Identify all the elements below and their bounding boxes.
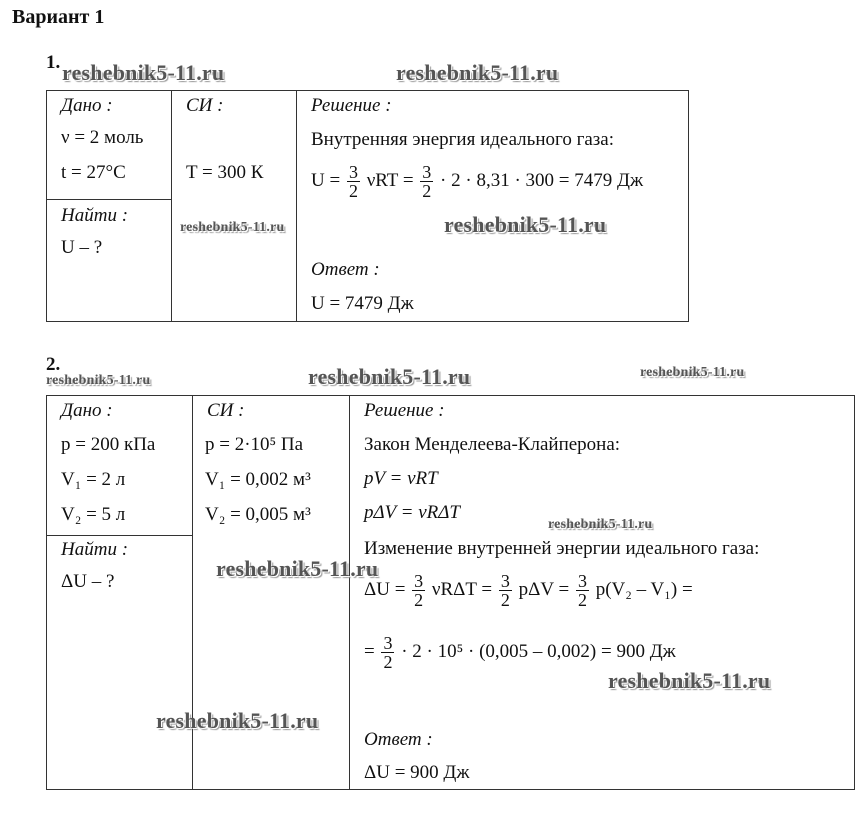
watermark: reshebnik5-11.ru (308, 364, 471, 389)
answer-heading: Ответ (364, 729, 422, 750)
given-value: ν = 2 моль (61, 127, 144, 148)
problem-1-number: 1. (46, 52, 61, 73)
si-value: p = 2·10⁵ Па (205, 434, 304, 455)
si-heading: СИ (186, 95, 213, 116)
problem-2-number: 2. (46, 354, 61, 375)
change-text: Изменение внутренней энергии идеального газа: (364, 538, 760, 559)
si-value: V₂ = 0,005 м³ (205, 504, 311, 525)
given-value: p = 200 кПа (61, 434, 156, 455)
answer-heading: Ответ (311, 259, 369, 280)
watermark: reshebnik5-11.ru (216, 556, 379, 581)
answer-value: U = 7479 Дж (311, 293, 414, 314)
si-value: T = 300 К (186, 162, 264, 183)
solution-formula: U = $\frac{3}{2}$ νRT = $\frac{3}{2}$ · 2 · 8,31 · 300 = 7479 Дж (311, 162, 644, 201)
watermark: reshebnik5-11.ru (608, 668, 771, 693)
watermark: reshebnik5-11.ru (46, 373, 151, 388)
answer-value: ΔU = 900 Дж (364, 762, 470, 783)
given-value: t = 27°C (61, 162, 126, 183)
variant-title: Вариант 1 (12, 6, 105, 28)
given-heading: Дано (61, 400, 102, 421)
given-cell: Дано : p = 200 кПа V₁ = 2 л V₂ = 5 л Найти : ΔU – ? (47, 396, 192, 789)
formula-line-1: ΔU = $\frac{3}{2}$ νRΔT = $\frac{3}{2}$ pΔV = $\frac{3}{2}$ p(V₂ – V₁) = (364, 571, 693, 610)
given-value: V₂ = 5 л (61, 504, 126, 525)
watermark: reshebnik5-11.ru (180, 220, 285, 235)
given-cell: Дано : ν = 2 моль t = 27°C Найти : U – ? (47, 91, 171, 321)
find-value: U – ? (61, 237, 103, 258)
find-heading: Найти (61, 205, 117, 226)
law-text: Закон Менделеева-Клайперона: (364, 434, 621, 455)
find-heading: Найти (61, 539, 117, 560)
given-value: V₁ = 2 л (61, 469, 126, 490)
si-value: V₁ = 0,002 м³ (205, 469, 311, 490)
equation: pV = νRT (364, 468, 438, 489)
watermark: reshebnik5-11.ru (640, 365, 745, 380)
watermark: reshebnik5-11.ru (156, 708, 319, 733)
watermark: reshebnik5-11.ru (396, 60, 559, 85)
equation: pΔV = νRΔT (364, 502, 460, 523)
problem-1-table (46, 90, 689, 322)
solution-heading: Решение (311, 95, 381, 116)
si-cell: СИ : T = 300 К (186, 95, 264, 183)
si-heading: СИ (207, 400, 234, 421)
solution-text: Внутренняя энергия идеального газа: (311, 129, 615, 150)
watermark: reshebnik5-11.ru (548, 517, 653, 532)
solution-cell: Решение : Закон Менделеева-Клайперона: pV = νRT pΔV = νRΔT Изменение внутренней энергии идеального газа: ΔU = $\frac{3}{2}$ νRΔT = $\frac{3}{2}$ pΔV = $\frac{3}{2}$ p(V₂ – V₁) = = $\frac{3}{2}$ · 2 · 10⁵ · (0,005 – 0,002) = 900 Дж Ответ : ΔU = 900 Дж (364, 400, 760, 783)
watermark: reshebnik5-11.ru (444, 212, 607, 237)
watermark: reshebnik5-11.ru (62, 60, 225, 85)
given-heading: Дано (61, 95, 102, 116)
formula-line-2: = $\frac{3}{2}$ · 2 · 10⁵ · (0,005 – 0,002) = 900 Дж (364, 633, 676, 672)
find-value: ΔU – ? (61, 571, 115, 592)
solution-cell: Решение : Внутренняя энергия идеального газа: U = $\frac{3}{2}$ νRT = $\frac{3}{2}$ · 2 · 8,31 · 300 = 7479 Дж Ответ : U = 7479 Дж (311, 95, 644, 314)
solution-heading: Решение (364, 400, 434, 421)
si-cell: СИ : p = 2·10⁵ Па V₁ = 0,002 м³ V₂ = 0,005 м³ (205, 400, 311, 525)
